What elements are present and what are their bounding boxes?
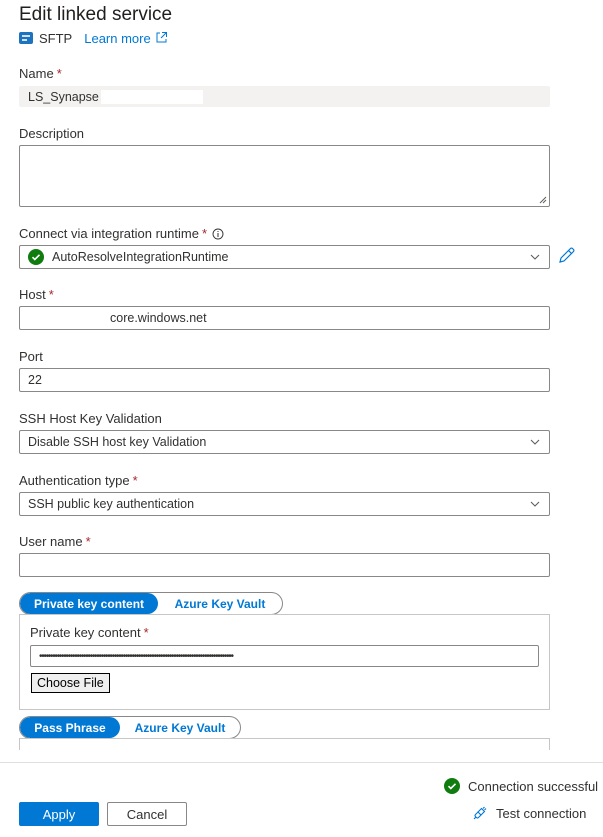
name-value: LS_Synapse bbox=[28, 89, 99, 104]
tab-pass-phrase[interactable]: Pass Phrase bbox=[20, 717, 120, 738]
port-label: Port bbox=[19, 349, 43, 364]
host-input[interactable] bbox=[19, 306, 550, 330]
apply-button[interactable]: Apply bbox=[19, 802, 99, 826]
runtime-value: AutoResolveIntegrationRuntime bbox=[52, 250, 229, 264]
username-input[interactable] bbox=[19, 553, 550, 577]
footer-divider bbox=[0, 762, 603, 763]
tab-azure-key-vault[interactable]: Azure Key Vault bbox=[174, 596, 266, 611]
success-check-icon bbox=[28, 249, 44, 265]
service-type-row bbox=[19, 28, 169, 48]
learn-more-link[interactable] bbox=[84, 31, 168, 46]
runtime-select[interactable] bbox=[19, 245, 550, 269]
required-marker: * bbox=[48, 287, 54, 302]
name-field[interactable] bbox=[19, 86, 550, 107]
name-label bbox=[19, 66, 62, 81]
private-key-source-toggle bbox=[19, 592, 283, 615]
page-title: Edit linked service bbox=[19, 4, 173, 25]
info-icon[interactable] bbox=[212, 228, 224, 240]
required-marker: * bbox=[85, 534, 91, 549]
sftp-icon bbox=[19, 32, 33, 44]
description-label: Description bbox=[19, 126, 85, 141]
pass-phrase-source-toggle bbox=[19, 716, 241, 739]
private-key-label bbox=[30, 625, 149, 640]
description-textarea[interactable] bbox=[19, 145, 550, 207]
ssh-validation-label: SSH Host Key Validation bbox=[19, 411, 162, 426]
tab-private-key-content[interactable]: Private key content bbox=[20, 593, 158, 614]
chevron-down-icon bbox=[529, 251, 541, 263]
connection-status-text: Connection successful bbox=[468, 778, 599, 794]
username-label bbox=[19, 534, 91, 549]
required-marker: * bbox=[132, 473, 138, 488]
port-input[interactable] bbox=[19, 368, 550, 392]
required-marker: * bbox=[56, 66, 62, 81]
service-type-label: SFTP bbox=[39, 30, 73, 46]
auth-type-label-text: Authentication type bbox=[19, 473, 130, 488]
redaction-mask bbox=[101, 90, 203, 104]
ssh-validation-value: Disable SSH host key Validation bbox=[28, 435, 207, 449]
private-key-label-text: Private key content bbox=[30, 625, 141, 640]
connection-status bbox=[444, 778, 598, 794]
success-check-icon bbox=[444, 778, 460, 794]
auth-type-select[interactable] bbox=[19, 492, 550, 516]
chevron-down-icon bbox=[529, 436, 541, 448]
runtime-label bbox=[19, 226, 224, 241]
host-value: core.windows.net bbox=[110, 311, 207, 325]
auth-type-value: SSH public key authentication bbox=[28, 497, 195, 511]
private-key-masked-value: •••••••••••••••••••••••••••••••••••••••••••••••••••••••••••••••••••••••••••••••••••••••• bbox=[39, 650, 233, 662]
required-marker: * bbox=[143, 625, 149, 640]
auth-type-label bbox=[19, 473, 138, 488]
chevron-down-icon bbox=[529, 498, 541, 510]
host-label bbox=[19, 287, 54, 302]
plug-connect-icon bbox=[472, 805, 488, 821]
choose-file-button[interactable]: Choose File bbox=[31, 673, 110, 693]
ssh-validation-select[interactable] bbox=[19, 430, 550, 454]
username-label-text: User name bbox=[19, 534, 83, 549]
test-connection-button[interactable] bbox=[472, 805, 586, 821]
edit-runtime-pencil-icon[interactable] bbox=[557, 245, 577, 265]
learn-more-text: Learn more bbox=[84, 30, 151, 46]
name-label-text: Name bbox=[19, 66, 54, 81]
required-marker: * bbox=[201, 226, 207, 241]
port-value: 22 bbox=[28, 373, 42, 387]
external-link-icon bbox=[155, 31, 169, 45]
host-label-text: Host bbox=[19, 287, 46, 302]
test-connection-text: Test connection bbox=[496, 805, 587, 821]
runtime-label-text: Connect via integration runtime bbox=[19, 226, 199, 241]
pass-phrase-panel bbox=[19, 738, 550, 750]
resize-grip-icon[interactable] bbox=[537, 194, 547, 204]
private-key-input[interactable] bbox=[30, 645, 539, 667]
cancel-button[interactable]: Cancel bbox=[107, 802, 187, 826]
tab-pass-phrase-azure-key-vault[interactable]: Azure Key Vault bbox=[134, 720, 226, 735]
